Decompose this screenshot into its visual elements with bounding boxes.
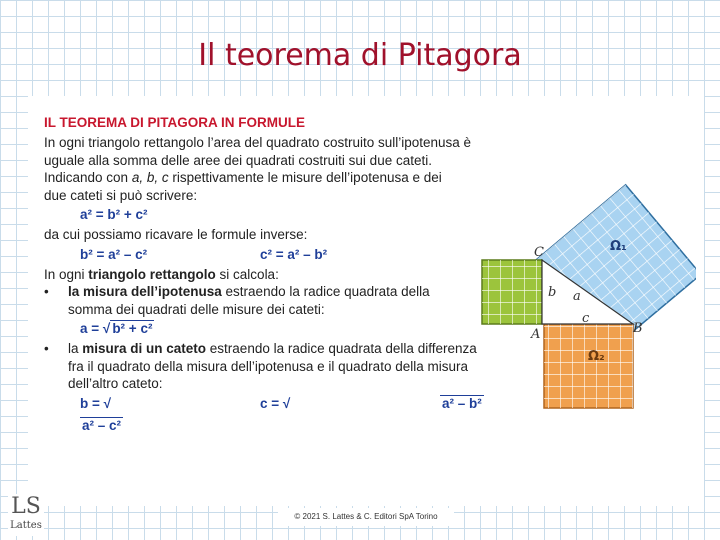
naming-line-2: due cateti si può scrivere: — [44, 187, 198, 203]
vertex-c-label: C — [534, 245, 544, 260]
calc-intro: In ogni triangolo rettangolo si calcola: — [44, 266, 279, 282]
q1-label: Ω₁ — [610, 239, 627, 254]
naming-line-1: Indicando con a, b, c rispettivamente le misure dell’ipotenusa e dei — [44, 170, 442, 185]
side-a-label: a — [573, 289, 581, 304]
formula-leg-c: c = √ a² – b² — [260, 395, 482, 411]
formula-main: a² = b² + c² — [80, 207, 148, 222]
logo-word: Lattes — [10, 520, 42, 531]
section-heading: IL TEOREMA DI PITAGORA IN FORMULE — [44, 115, 305, 130]
vertex-b-label: B — [633, 321, 643, 336]
page-title: Il teorema di Pitagora — [198, 38, 522, 73]
logo-mark: LS — [11, 494, 41, 519]
slide-text — [44, 115, 524, 437]
inverse-intro: da cui possiamo ricavare le formule inverse: — [44, 227, 308, 242]
pythagoras-diagram — [476, 170, 696, 415]
bullet-hypotenuse: • la misura dell’ipotenusa estraendo la radice quadrata della somma dei quadrati delle misure dei cateti: — [44, 284, 430, 317]
side-b-label: b — [548, 285, 557, 300]
formula-legs — [44, 393, 524, 437]
inverse-formulas — [44, 244, 524, 266]
intro-line-2: uguale alla somma delle aree dei quadrati costruiti sui due cateti. — [44, 152, 432, 168]
bullet-leg: • la misura di un cateto estraendo la radice quadrata della differenza fra il quadrato della misura dell’ipotenusa e il quadrato della misura dell’altro cateto: — [44, 341, 477, 391]
publisher-logo — [8, 494, 44, 536]
vertex-a-label: A — [531, 327, 541, 342]
formula-leg-b: b = √a² – c² — [80, 395, 122, 433]
formula-hypotenuse: a = √ b² + c² — [80, 321, 153, 336]
copyright-notice: © 2021 S. Lattes & C. Editori SpA Torino — [278, 508, 454, 526]
q2-label: Ω₂ — [588, 349, 605, 364]
leg-b-square — [482, 260, 542, 324]
leg-c-square — [544, 324, 633, 408]
formula-inverse-b: b² = a² – c² — [80, 246, 148, 262]
formula-inverse-c: c² = a² – b² — [260, 246, 328, 262]
intro-line-1: In ogni triangolo rettangolo l’area del quadrato costruito sull’ipotenusa è — [44, 135, 472, 150]
side-c-label: c — [582, 311, 590, 326]
